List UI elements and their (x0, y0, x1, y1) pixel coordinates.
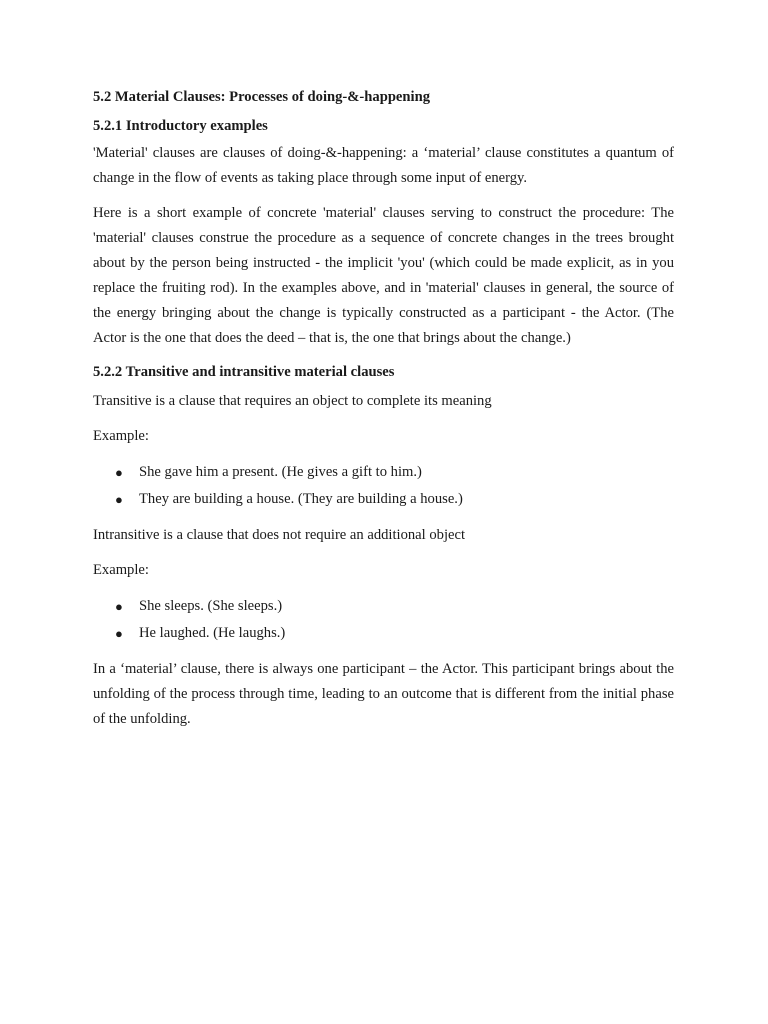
paragraph-procedure-example: Here is a short example of concrete 'material' clauses serving to construct the procedure: The 'material' clauses construe the procedure as a sequence of concrete changes in the trees brought about by the person being instructed - the implicit 'you' (which could be made explicit, as in you replace the fruiting rod). In the examples above, and in 'material' clauses in general, the source of the energy bringing about the change is typically constructed as a participant - the Actor. (The Actor is the one that does the deed – that is, the one that brings about the change.) (93, 205, 674, 346)
paragraph-actor-participant: In a ‘material’ clause, there is always one participant – the Actor. This participant brings about the unfolding of the process through time, leading to an outcome that is different from the initial phase of the unfolding. (93, 661, 674, 727)
list-item-text: She sleeps. (She sleeps.) (139, 598, 283, 614)
list-item (115, 620, 674, 647)
bullet-icon: ● (115, 492, 123, 507)
document-page (93, 86, 674, 742)
bullet-icon: ● (115, 465, 123, 480)
paragraph-material-definition: 'Material' clauses are clauses of doing-&-happening: a ‘material’ clause constitutes a quantum of change in the flow of events as taking place through some input of energy. (93, 145, 674, 186)
intransitive-example-list (93, 593, 674, 647)
subsection-heading-introductory: 5.2.1 Introductory examples (93, 118, 268, 134)
list-item-text: They are building a house. (They are building a house.) (139, 491, 463, 507)
list-item (115, 486, 674, 513)
transitive-example-list (93, 459, 674, 513)
section-heading: 5.2 Material Clauses: Processes of doing-&-happening (93, 89, 430, 105)
paragraph-intransitive-definition: Intransitive is a clause that does not require an additional object (93, 527, 466, 543)
bullet-icon: ● (115, 599, 123, 614)
list-item (115, 459, 674, 486)
bullet-icon: ● (115, 626, 123, 641)
example-label: Example: (93, 428, 149, 444)
list-item (115, 593, 674, 620)
subsection-heading-transitive: 5.2.2 Transitive and intransitive material clauses (93, 364, 395, 380)
list-item-text: He laughed. (He laughs.) (139, 625, 286, 641)
example-label: Example: (93, 562, 149, 578)
list-item-text: She gave him a present. (He gives a gift to him.) (139, 464, 422, 480)
paragraph-transitive-definition: Transitive is a clause that requires an object to complete its meaning (93, 393, 492, 409)
